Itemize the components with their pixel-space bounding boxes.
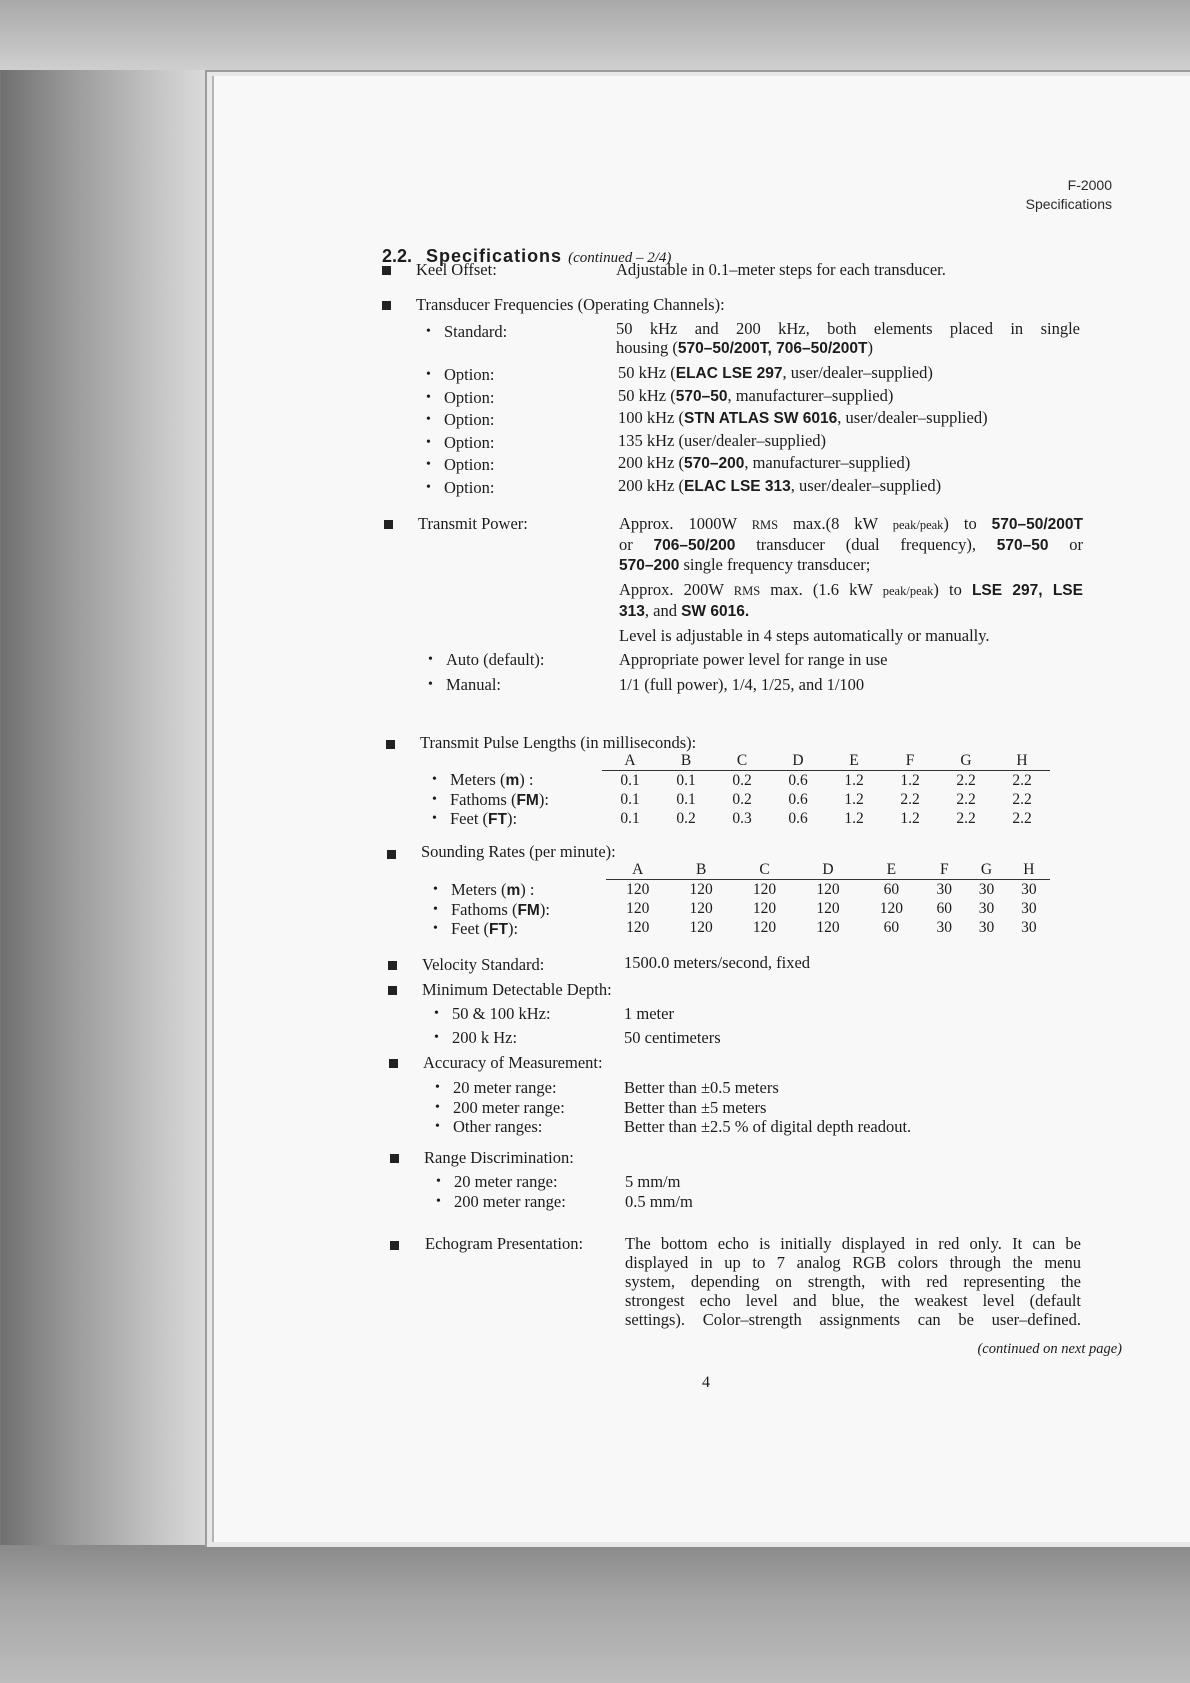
standard-models: 570–50/200T, 706–50/200T (677, 340, 868, 357)
velocity-label: Velocity Standard: (422, 955, 545, 974)
table-cell: 1.2 (900, 772, 920, 789)
list-label: 20 meter range: (454, 1172, 558, 1191)
table-cell: 0.1 (620, 810, 640, 827)
auto-value: Appropriate power level for range in use (619, 650, 888, 669)
table-cell: 120 (626, 900, 650, 917)
table-cell: 0.6 (788, 810, 808, 827)
echogram-line: displayed in up to 7 analog RGB colors through the menu (625, 1253, 1081, 1272)
list-label: 20 meter range: (453, 1078, 557, 1097)
column-header: D (796, 860, 859, 880)
table-row (602, 771, 1050, 791)
dot-icon: • (432, 811, 437, 826)
bullet-icon (388, 961, 397, 970)
row-label (450, 809, 517, 830)
running-header (1026, 176, 1112, 214)
table-cell: 120 (816, 919, 840, 936)
option-label: Option: (444, 410, 495, 429)
table-cell: 0.2 (732, 772, 752, 789)
option-pre: 135 kHz (user/dealer–supplied) (618, 430, 827, 450)
standard-line-2 (616, 338, 1080, 358)
option-post: , user/dealer–supplied) (790, 475, 942, 495)
list-label: Other ranges: (453, 1117, 543, 1136)
option-value (618, 431, 826, 452)
option-post: , manufacturer–supplied) (744, 453, 911, 472)
list-value: 50 centimeters (624, 1028, 721, 1047)
column-header: C (714, 751, 770, 771)
row-unit: FT (489, 921, 508, 938)
table-row (602, 809, 1050, 828)
table-cell: 120 (752, 881, 777, 898)
column-header: D (770, 751, 826, 771)
table-row (606, 918, 1050, 937)
dot-icon: • (426, 389, 431, 405)
row-unit: FT (488, 811, 507, 828)
table-cell: 2.2 (1012, 791, 1032, 808)
table-cell: 1.2 (844, 791, 864, 808)
dot-icon: • (432, 791, 437, 807)
keel-offset-value: Adjustable in 0.1–meter steps for each transducer. (616, 260, 946, 279)
transmit-power-para-3: Level is adjustable in 4 steps automatically or manually. (619, 626, 990, 645)
echogram-line: strongest echo level and blue, the weakest level (default (625, 1291, 1081, 1310)
row-unit: FM (516, 791, 539, 809)
document-page (212, 76, 1190, 1542)
table-cell: 2.2 (956, 791, 976, 808)
option-value (618, 363, 933, 384)
bullet-icon (382, 301, 391, 310)
table-cell: 30 (936, 919, 952, 936)
list-value: 5 mm/m (625, 1172, 681, 1191)
option-label: Option: (444, 477, 495, 497)
list-label: 200 k Hz: (452, 1028, 518, 1047)
keel-offset-label: Keel Offset: (416, 260, 497, 279)
table-cell: 60 (883, 881, 900, 898)
page-number: 4 (702, 1374, 710, 1391)
column-header: H (994, 751, 1050, 771)
option-pre: 200 kHz ( (618, 475, 684, 495)
table-cell: 2.2 (956, 810, 976, 827)
standard-line-1: 50 kHz and 200 kHz, both elements placed in single (616, 319, 1080, 338)
row-label-text: Feet ( (450, 809, 489, 828)
column-header: G (938, 751, 994, 771)
row-label-text: Meters ( (450, 770, 506, 789)
table-cell: 120 (752, 919, 777, 936)
dot-icon: • (432, 772, 437, 787)
dot-icon: • (433, 901, 438, 917)
option-value (618, 453, 910, 474)
dot-icon: • (436, 1174, 441, 1189)
section-number: 2.2. (382, 246, 413, 266)
standard-value (616, 319, 1080, 358)
dot-icon: • (433, 882, 438, 897)
table-cell: 2.2 (900, 791, 920, 808)
option-post: , user/dealer–supplied) (837, 408, 988, 427)
column-header: B (658, 751, 714, 771)
table-cell: 120 (689, 881, 713, 898)
row-unit: m (506, 882, 521, 899)
table-cell: 1.2 (844, 810, 864, 827)
list-value: Better than ±2.5 % of digital depth readout. (624, 1117, 912, 1136)
table-cell: 2.2 (956, 772, 976, 789)
bullet-icon (388, 986, 397, 995)
bullet-icon (389, 1059, 398, 1068)
table-row (606, 880, 1050, 900)
echogram-description (625, 1234, 1081, 1329)
row-label-text: Feet ( (451, 919, 490, 938)
transmit-power-para-1: Approx. 1000W RMS max.(8 kW peak/peak) to 570–50/200T or 706–50/200 transducer (dual frequency), 570–50 or 570–200 single frequency transducer; (619, 514, 1083, 574)
min-depth-label: Minimum Detectable Depth: (422, 980, 612, 999)
table-cell: 0.1 (676, 772, 696, 789)
list-label: 200 meter range: (453, 1097, 565, 1117)
accuracy-label: Accuracy of Measurement: (423, 1053, 603, 1072)
table-cell: 0.6 (788, 791, 808, 808)
list-label: 200 meter range: (454, 1191, 566, 1211)
table-cell: 0.2 (676, 810, 696, 827)
dot-icon: • (426, 412, 431, 427)
table-row (602, 790, 1050, 809)
row-label-text: Meters ( (451, 880, 507, 899)
column-header: B (669, 860, 732, 880)
row-label-end: ): (507, 919, 519, 938)
discrimination-label: Range Discrimination: (424, 1148, 574, 1167)
echogram-line: The bottom echo is initially displayed in red only. It can be (625, 1234, 1081, 1253)
table-cell: 30 (1021, 881, 1037, 898)
section-name: Specifications (426, 246, 563, 266)
scan-bottom-shadow (0, 1545, 1190, 1683)
column-header: F (923, 860, 965, 880)
dot-icon: • (433, 921, 438, 936)
column-header: H (1008, 860, 1050, 880)
table-row (606, 899, 1050, 918)
table-cell: 30 (978, 919, 995, 936)
option-pre: 50 kHz ( (618, 363, 676, 382)
row-unit: FM (517, 901, 540, 919)
option-model: ELAC LSE 297 (675, 365, 783, 382)
option-label: Option: (444, 455, 495, 474)
dot-icon: • (434, 1006, 439, 1021)
row-label (451, 900, 550, 921)
manual-value: 1/1 (full power), 1/4, 1/25, and 1/100 (619, 675, 865, 694)
dot-icon: • (426, 324, 431, 339)
table-cell: 0.1 (620, 791, 640, 808)
table-cell: 30 (936, 881, 952, 898)
standard-line-2c: ) (867, 338, 873, 357)
header-model: F-2000 (1067, 177, 1112, 193)
auto-label: Auto (default): (446, 650, 545, 669)
table-cell: 120 (626, 919, 650, 936)
table-cell: 30 (978, 881, 995, 898)
row-label (450, 790, 549, 811)
table-cell: 120 (752, 900, 777, 917)
option-model: 570–50 (675, 387, 728, 405)
table-cell: 0.6 (788, 772, 808, 789)
row-label-end: ): (538, 789, 549, 809)
column-header: C (733, 860, 796, 880)
dot-icon: • (436, 1193, 441, 1209)
option-value (618, 386, 893, 407)
table-cell: 120 (626, 881, 650, 898)
velocity-value: 1500.0 meters/second, fixed (624, 953, 811, 972)
column-header: F (882, 751, 938, 771)
row-label (450, 770, 533, 791)
option-value (618, 408, 988, 429)
transmit-power-label: Transmit Power: (418, 514, 528, 533)
dot-icon: • (435, 1099, 440, 1115)
column-header: A (606, 860, 669, 880)
column-header: E (826, 751, 882, 771)
section-continued: (continued – 2/4) (568, 250, 672, 266)
bullet-icon (386, 740, 395, 749)
table-cell: 120 (816, 881, 840, 898)
dot-icon: • (426, 479, 431, 495)
table-cell: 2.2 (1012, 772, 1032, 789)
continued-note: (continued on next page) (977, 1341, 1122, 1357)
manual-label: Manual: (446, 675, 501, 694)
echogram-label: Echogram Presentation: (425, 1234, 584, 1253)
pulse-lengths-label: Transmit Pulse Lengths (in milliseconds): (420, 733, 697, 752)
option-model: ELAC LSE 313 (683, 477, 791, 495)
echogram-line: system, depending on strength, with red representing the (625, 1272, 1081, 1291)
bullet-icon (384, 520, 393, 529)
dot-icon: • (435, 1119, 440, 1134)
option-value (618, 476, 941, 497)
list-value: 1 meter (624, 1004, 674, 1023)
column-header: G (965, 860, 1007, 880)
dot-icon: • (428, 652, 433, 667)
table-cell: 0.1 (620, 772, 640, 789)
row-label-text: Fathoms ( (450, 789, 517, 809)
table-cell: 120 (816, 900, 840, 917)
header-section: Specifications (1025, 196, 1112, 212)
row-label-end: ) : (519, 770, 534, 789)
dot-icon: • (426, 367, 431, 382)
table-cell: 2.2 (1012, 810, 1032, 827)
table-cell: 120 (879, 900, 904, 917)
option-post: , manufacturer–supplied) (727, 385, 894, 405)
row-label-end: ) : (520, 880, 535, 899)
table-cell: 0.2 (732, 791, 752, 808)
option-pre: 100 kHz ( (618, 408, 684, 427)
list-value: Better than ±0.5 meters (624, 1078, 779, 1097)
bullet-icon (390, 1241, 399, 1250)
table-cell: 30 (978, 900, 995, 917)
option-pre: 200 kHz ( (618, 453, 684, 472)
option-post: , user/dealer–supplied) (782, 363, 933, 382)
option-label: Option: (444, 365, 495, 384)
echogram-line: settings). Color–strength assignments can be user–defined. (625, 1310, 1081, 1329)
dot-icon: • (435, 1080, 440, 1095)
dot-icon: • (426, 457, 431, 472)
table-cell: 120 (689, 900, 713, 917)
row-label (451, 880, 534, 901)
option-model: STN ATLAS SW 6016 (683, 410, 838, 427)
dot-icon: • (428, 677, 433, 692)
sounding-rate-table (606, 860, 1050, 937)
dot-icon: • (426, 434, 431, 450)
option-label: Option: (444, 387, 495, 407)
transmit-power-para-2: Approx. 200W RMS max. (1.6 kW peak/peak) to LSE 297, LSE 313, and SW 6016. (619, 580, 1083, 620)
row-label-end: ): (539, 899, 550, 919)
option-label: Option: (444, 432, 495, 452)
table-cell: 120 (689, 919, 713, 936)
pulse-length-table (602, 751, 1050, 828)
table-cell: 0.3 (732, 810, 752, 827)
row-unit: m (505, 772, 520, 789)
bullet-icon (390, 1154, 399, 1163)
row-label (451, 919, 518, 940)
table-cell: 60 (883, 919, 900, 936)
column-header: E (860, 860, 923, 880)
transducer-label: Transducer Frequencies (Operating Channels): (416, 295, 725, 314)
table-cell: 1.2 (900, 810, 920, 827)
table-cell: 60 (936, 900, 952, 917)
row-label-text: Fathoms ( (451, 899, 518, 919)
table-cell: 30 (1021, 919, 1037, 936)
table-cell: 0.1 (676, 791, 696, 808)
dot-icon: • (434, 1030, 439, 1045)
row-label-end: ): (506, 809, 518, 828)
table-cell: 30 (1021, 900, 1037, 917)
option-model: 570–200 (683, 455, 745, 472)
standard-line-2a: housing ( (616, 338, 678, 357)
column-header: A (602, 751, 658, 771)
list-value: Better than ±5 meters (624, 1097, 767, 1117)
list-value: 0.5 mm/m (625, 1191, 693, 1211)
table-cell: 1.2 (844, 772, 864, 789)
scan-top-shadow (0, 0, 1190, 70)
option-pre: 50 kHz ( (618, 385, 676, 405)
standard-label: Standard: (444, 322, 508, 341)
list-label: 50 & 100 kHz: (452, 1004, 551, 1023)
bullet-icon (387, 850, 396, 859)
bullet-icon (382, 266, 391, 275)
sounding-rates-label: Sounding Rates (per minute): (421, 842, 616, 861)
